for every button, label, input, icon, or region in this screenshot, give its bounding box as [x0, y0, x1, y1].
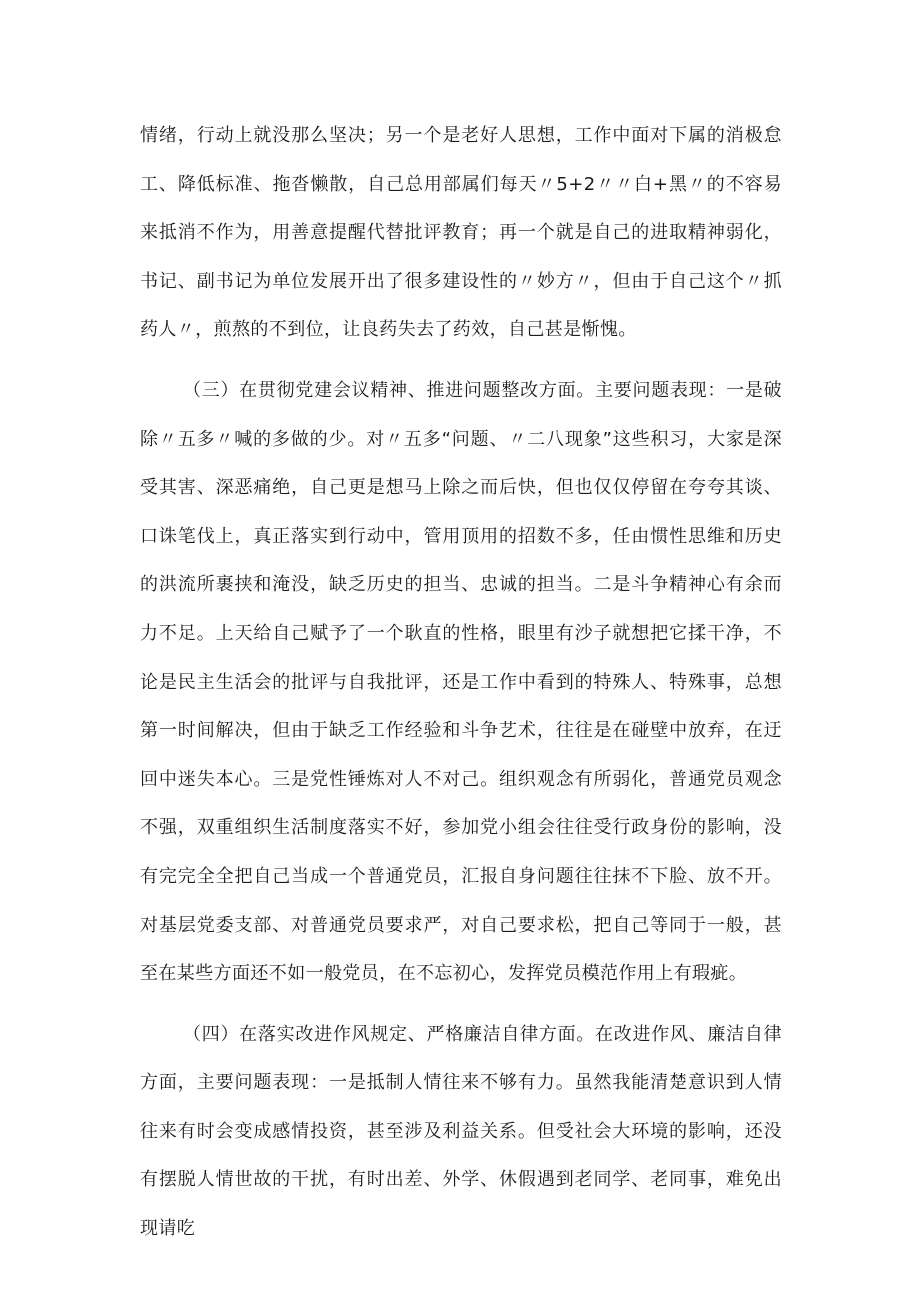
paragraph-spacer — [140, 999, 782, 1011]
paragraph-section-3: （三）在贯彻党建会议精神、推进问题整改方面。主要问题表现：一是破除〃五多〃喊的多做的少。对〃五多“问题、〃二八现象”这些积习，大家是深受其害、深恶痛绝，自己更是想马上除之而后快，但也仅仅停留在夸夸其谈、口诛笔伐上，真正落实到行动中，管用顶用的招数不多，任由惯性思维和历史的洪流所裹挟和淹没，缺乏历史的担当、忠诚的担当。二是斗争精神心有余而力不足。上天给自己赋予了一个耿直的性格，眼里有沙子就想把它揉干净，不论是民主生活会的批评与自我批评，还是工作中看到的特殊人、特殊事，总想第一时间解决，但由于缺乏工作经验和斗争艺术，往往是在碰壁中放弃，在迂回中迷失本心。三是党性锤炼对人不对己。组织观念有所弱化，普通党员观念不强，双重组织生活制度落实不好，参加党小组会往往受行政身份的影响，没有完完全全把自己当成一个普通党员，汇报自身问题往往抹不下脸、放不开。对基层党委支部、对普通党员要求严，对自己要求松，把自己等同于一般，甚至在某些方面还不如一般党员，在不忘初心，发挥党员模范作用上有瑕疵。 — [140, 379, 782, 985]
paragraph-continuation: 情绪，行动上就没那么坚决；另一个是老好人思想，工作中面对下属的消极怠工、降低标准、拖沓懒散，自己总用部属们每天〃5+2〃〃白+黑〃的不容易来抵消不作为，用善意提醒代替批评教育；再一个就是自己的进取精神弱化，书记、副书记为单位发展开出了很多建设性的〃妙方〃，但由于自己这个〃抓药人〃，煎熬的不到位，让良药失去了药效，自己甚是惭愧。 — [140, 125, 782, 341]
paragraph-spacer — [140, 355, 782, 367]
document-body — [140, 112, 782, 1254]
paragraph-section-4: （四）在落实改进作风规定、严格廉洁自律方面。在改进作风、廉洁自律方面，主要问题表现：一是抵制人情往来不够有力。虽然我能清楚意识到人情往来有时会变成感情投资，甚至涉及利益关系。但受社会大环境的影响，还没有摆脱人情世故的干扰，有时出差、外学、休假遇到老同学、老同事，难免出现请吃 — [140, 1023, 782, 1240]
